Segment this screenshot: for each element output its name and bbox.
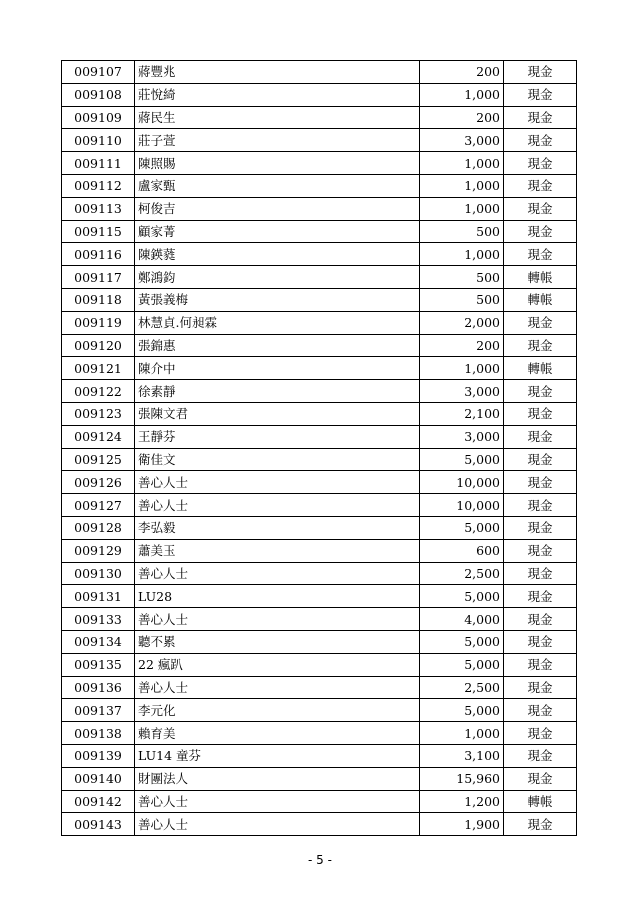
table-row <box>62 288 577 311</box>
donor-name-cell: 善心人士 <box>135 813 420 836</box>
payment-method-cell: 現金 <box>504 402 577 425</box>
amount-cell: 1,000 <box>420 197 504 220</box>
record-id-cell: 009126 <box>62 471 135 494</box>
payment-method-cell: 現金 <box>504 813 577 836</box>
donor-name-cell: 衛佳文 <box>135 448 420 471</box>
table-row <box>62 129 577 152</box>
record-id-cell: 009117 <box>62 266 135 289</box>
donor-name-cell: 善心人士 <box>135 676 420 699</box>
table-row <box>62 425 577 448</box>
amount-cell: 3,000 <box>420 425 504 448</box>
amount-cell: 2,100 <box>420 402 504 425</box>
donor-name-cell: 黃張義梅 <box>135 288 420 311</box>
record-id-cell: 009120 <box>62 334 135 357</box>
record-id-cell: 009111 <box>62 152 135 175</box>
donor-name-cell: 林慧貞.何昶霖 <box>135 311 420 334</box>
record-id-cell: 009123 <box>62 402 135 425</box>
amount-cell: 5,000 <box>420 699 504 722</box>
donor-name-cell: 陳鍈蕤 <box>135 243 420 266</box>
donor-name-cell: 李弘毅 <box>135 516 420 539</box>
payment-method-cell: 現金 <box>504 494 577 517</box>
table-row <box>62 197 577 220</box>
record-id-cell: 009122 <box>62 380 135 403</box>
table-row <box>62 334 577 357</box>
donor-name-cell: 蕭美玉 <box>135 539 420 562</box>
table-row <box>62 516 577 539</box>
amount-cell: 1,000 <box>420 174 504 197</box>
amount-cell: 200 <box>420 106 504 129</box>
amount-cell: 500 <box>420 220 504 243</box>
donor-name-cell: 善心人士 <box>135 562 420 585</box>
donor-name-cell: 莊子萱 <box>135 129 420 152</box>
record-id-cell: 009115 <box>62 220 135 243</box>
ledger-body <box>62 61 577 836</box>
table-row <box>62 174 577 197</box>
record-id-cell: 009142 <box>62 790 135 813</box>
donor-name-cell: 蔣民生 <box>135 106 420 129</box>
table-row <box>62 448 577 471</box>
amount-cell: 1,200 <box>420 790 504 813</box>
payment-method-cell: 現金 <box>504 243 577 266</box>
donor-name-cell: 顧家菁 <box>135 220 420 243</box>
donor-name-cell: 徐素靜 <box>135 380 420 403</box>
record-id-cell: 009127 <box>62 494 135 517</box>
donor-name-cell: 善心人士 <box>135 790 420 813</box>
table-row <box>62 630 577 653</box>
donor-name-cell: 賴育美 <box>135 722 420 745</box>
donor-name-cell: 鄭鴻鈞 <box>135 266 420 289</box>
donor-name-cell: 陳介中 <box>135 357 420 380</box>
record-id-cell: 009110 <box>62 129 135 152</box>
payment-method-cell: 現金 <box>504 653 577 676</box>
donor-name-cell: LU14 童芬 <box>135 744 420 767</box>
table-row <box>62 311 577 334</box>
table-row <box>62 471 577 494</box>
table-row <box>62 61 577 84</box>
record-id-cell: 009130 <box>62 562 135 585</box>
amount-cell: 500 <box>420 266 504 289</box>
donor-name-cell: 莊悅綺 <box>135 83 420 106</box>
payment-method-cell: 轉帳 <box>504 266 577 289</box>
payment-method-cell: 現金 <box>504 152 577 175</box>
amount-cell: 5,000 <box>420 448 504 471</box>
payment-method-cell: 現金 <box>504 562 577 585</box>
record-id-cell: 009121 <box>62 357 135 380</box>
record-id-cell: 009124 <box>62 425 135 448</box>
table-row <box>62 744 577 767</box>
table-row <box>62 539 577 562</box>
payment-method-cell: 現金 <box>504 744 577 767</box>
record-id-cell: 009113 <box>62 197 135 220</box>
amount-cell: 5,000 <box>420 585 504 608</box>
table-row <box>62 676 577 699</box>
table-row <box>62 357 577 380</box>
payment-method-cell: 現金 <box>504 380 577 403</box>
table-row <box>62 790 577 813</box>
amount-cell: 1,000 <box>420 243 504 266</box>
table-row <box>62 562 577 585</box>
table-row <box>62 402 577 425</box>
amount-cell: 1,000 <box>420 357 504 380</box>
donor-name-cell: 善心人士 <box>135 608 420 631</box>
payment-method-cell: 現金 <box>504 699 577 722</box>
amount-cell: 5,000 <box>420 653 504 676</box>
record-id-cell: 009140 <box>62 767 135 790</box>
amount-cell: 5,000 <box>420 516 504 539</box>
amount-cell: 600 <box>420 539 504 562</box>
record-id-cell: 009143 <box>62 813 135 836</box>
donor-name-cell: 陳照賜 <box>135 152 420 175</box>
payment-method-cell: 現金 <box>504 61 577 84</box>
donor-name-cell: 李元化 <box>135 699 420 722</box>
table-row <box>62 220 577 243</box>
payment-method-cell: 現金 <box>504 425 577 448</box>
payment-method-cell: 現金 <box>504 220 577 243</box>
record-id-cell: 009108 <box>62 83 135 106</box>
record-id-cell: 009118 <box>62 288 135 311</box>
page-number: - 5 - <box>308 853 332 867</box>
donor-name-cell: 王靜芬 <box>135 425 420 448</box>
table-row <box>62 699 577 722</box>
amount-cell: 1,000 <box>420 722 504 745</box>
donor-name-cell: 柯俊吉 <box>135 197 420 220</box>
payment-method-cell: 現金 <box>504 767 577 790</box>
amount-cell: 1,000 <box>420 152 504 175</box>
amount-cell: 3,100 <box>420 744 504 767</box>
donor-name-cell: 蔣豐兆 <box>135 61 420 84</box>
table-row <box>62 585 577 608</box>
payment-method-cell: 現金 <box>504 197 577 220</box>
amount-cell: 1,900 <box>420 813 504 836</box>
record-id-cell: 009119 <box>62 311 135 334</box>
amount-cell: 2,500 <box>420 562 504 585</box>
donor-name-cell: 善心人士 <box>135 471 420 494</box>
amount-cell: 2,500 <box>420 676 504 699</box>
donor-name-cell: 22 瘋趴 <box>135 653 420 676</box>
payment-method-cell: 現金 <box>504 174 577 197</box>
table-row <box>62 653 577 676</box>
payment-method-cell: 轉帳 <box>504 790 577 813</box>
payment-method-cell: 轉帳 <box>504 357 577 380</box>
amount-cell: 10,000 <box>420 494 504 517</box>
payment-method-cell: 現金 <box>504 516 577 539</box>
amount-cell: 1,000 <box>420 83 504 106</box>
donor-name-cell: 聽不累 <box>135 630 420 653</box>
payment-method-cell: 現金 <box>504 630 577 653</box>
payment-method-cell: 現金 <box>504 585 577 608</box>
payment-method-cell: 現金 <box>504 83 577 106</box>
payment-method-cell: 現金 <box>504 471 577 494</box>
table-row <box>62 243 577 266</box>
amount-cell: 4,000 <box>420 608 504 631</box>
table-row <box>62 767 577 790</box>
payment-method-cell: 現金 <box>504 106 577 129</box>
amount-cell: 200 <box>420 334 504 357</box>
record-id-cell: 009137 <box>62 699 135 722</box>
record-id-cell: 009133 <box>62 608 135 631</box>
amount-cell: 3,000 <box>420 380 504 403</box>
donor-name-cell: 財團法人 <box>135 767 420 790</box>
record-id-cell: 009125 <box>62 448 135 471</box>
table-row <box>62 722 577 745</box>
table-row <box>62 494 577 517</box>
record-id-cell: 009112 <box>62 174 135 197</box>
table-row <box>62 152 577 175</box>
donation-ledger-table <box>61 60 577 836</box>
record-id-cell: 009135 <box>62 653 135 676</box>
amount-cell: 200 <box>420 61 504 84</box>
donor-name-cell: 盧家甄 <box>135 174 420 197</box>
donor-name-cell: 張錦惠 <box>135 334 420 357</box>
payment-method-cell: 現金 <box>504 539 577 562</box>
record-id-cell: 009116 <box>62 243 135 266</box>
record-id-cell: 009131 <box>62 585 135 608</box>
donor-name-cell: 張陳文君 <box>135 402 420 425</box>
amount-cell: 2,000 <box>420 311 504 334</box>
donor-name-cell: 善心人士 <box>135 494 420 517</box>
record-id-cell: 009109 <box>62 106 135 129</box>
record-id-cell: 009134 <box>62 630 135 653</box>
record-id-cell: 009129 <box>62 539 135 562</box>
payment-method-cell: 現金 <box>504 608 577 631</box>
table-row <box>62 813 577 836</box>
amount-cell: 15,960 <box>420 767 504 790</box>
payment-method-cell: 現金 <box>504 334 577 357</box>
table-row <box>62 266 577 289</box>
amount-cell: 10,000 <box>420 471 504 494</box>
table-row <box>62 380 577 403</box>
payment-method-cell: 現金 <box>504 311 577 334</box>
payment-method-cell: 現金 <box>504 448 577 471</box>
payment-method-cell: 現金 <box>504 676 577 699</box>
record-id-cell: 009107 <box>62 61 135 84</box>
table-row <box>62 106 577 129</box>
amount-cell: 500 <box>420 288 504 311</box>
donor-name-cell: LU28 <box>135 585 420 608</box>
record-id-cell: 009136 <box>62 676 135 699</box>
record-id-cell: 009128 <box>62 516 135 539</box>
amount-cell: 3,000 <box>420 129 504 152</box>
payment-method-cell: 現金 <box>504 129 577 152</box>
payment-method-cell: 現金 <box>504 722 577 745</box>
table-row <box>62 83 577 106</box>
record-id-cell: 009138 <box>62 722 135 745</box>
table-row <box>62 608 577 631</box>
record-id-cell: 009139 <box>62 744 135 767</box>
payment-method-cell: 轉帳 <box>504 288 577 311</box>
amount-cell: 5,000 <box>420 630 504 653</box>
